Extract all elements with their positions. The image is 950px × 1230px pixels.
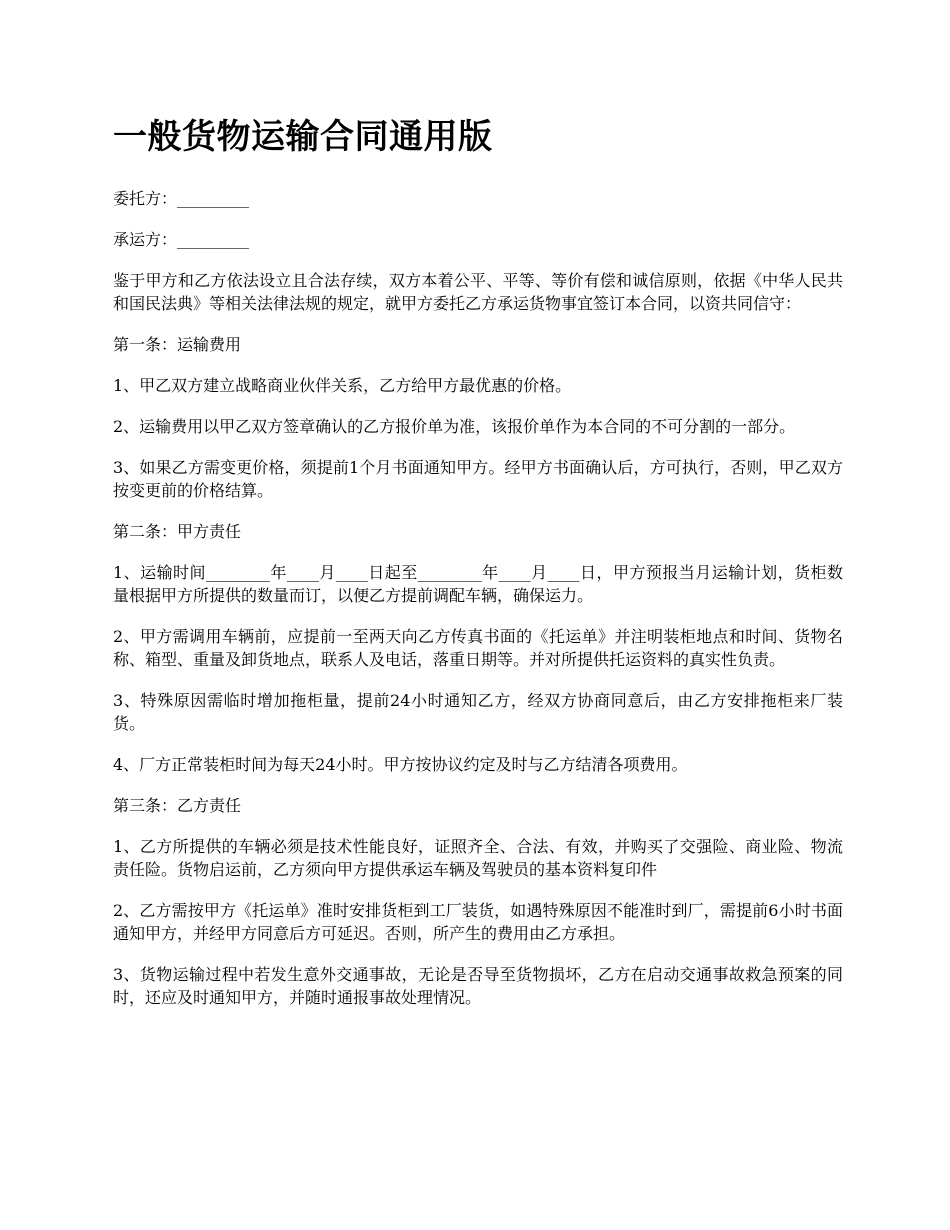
carrier-party-line: 承运方：_________ <box>113 230 250 249</box>
article-2-clause-3: 3、特殊原因需临时增加拖柜量，提前24小时通知乙方，经双方协商同意后，由乙方安排拖柜来厂装货。 <box>113 691 843 733</box>
article-3-heading: 第三条：乙方责任 <box>113 796 242 815</box>
article-1-heading: 第一条：运输费用 <box>113 335 242 354</box>
article-3-clause-1: 1、乙方所提供的车辆必须是技术性能良好，证照齐全、合法、有效，并购买了交强险、商业险、物流责任险。货物启运前，乙方须向甲方提供承运车辆及驾驶员的基本资料复印件 <box>113 837 843 879</box>
article-2-clause-4: 4、厂方正常装柜时间为每天24小时。甲方按协议约定及时与乙方结清各项费用。 <box>113 755 688 774</box>
document-page <box>113 112 843 1027</box>
article-2-clause-2: 2、甲方需调用车辆前，应提前一至两天向乙方传真书面的《托运单》并注明装柜地点和时间、货物名称、箱型、重量及卸货地点，联系人及电话，落重日期等。并对所提供托运资料的真实性负责。 <box>113 627 843 669</box>
article-2-heading: 第二条：甲方责任 <box>113 522 242 541</box>
article-3-clause-3: 3、货物运输过程中若发生意外交通事故，无论是否导至货物损坏，乙方在启动交通事故救急预案的同时，还应及时通知甲方，并随时通报事故处理情况。 <box>113 965 843 1007</box>
article-1-clause-2: 2、运输费用以甲乙双方签章确认的乙方报价单为准，该报价单作为本合同的不可分割的一部分。 <box>113 417 796 436</box>
article-1-clause-1: 1、甲乙双方建立战略商业伙伴关系，乙方给甲方最优惠的价格。 <box>113 376 572 395</box>
preamble-paragraph: 鉴于甲方和乙方依法设立且合法存续，双方本着公平、平等、等价有偿和诚信原则，依据《中华人民共和国民法典》等相关法律法规的规定，就甲方委托乙方承运货物事宜签订本合同，以资共同信守： <box>113 271 843 313</box>
client-party-line: 委托方：_________ <box>113 189 250 208</box>
article-2-clause-1: 1、运输时间________年____月____日起至________年____月____日，甲方预报当月运输计划，货柜数量根据甲方所提供的数量而订，以便乙方提前调配车辆，确保运力。 <box>113 563 843 605</box>
article-3-clause-2: 2、乙方需按甲方《托运单》准时安排货柜到工厂装货，如遇特殊原因不能准时到厂，需提前6小时书面通知甲方，并经甲方同意后方可延迟。否则，所产生的费用由乙方承担。 <box>113 901 843 943</box>
article-1-clause-3: 3、如果乙方需变更价格，须提前1个月书面通知甲方。经甲方书面确认后，方可执行，否则，甲乙双方按变更前的价格结算。 <box>113 458 843 500</box>
document-title: 一般货物运输合同通用版 <box>113 117 493 157</box>
